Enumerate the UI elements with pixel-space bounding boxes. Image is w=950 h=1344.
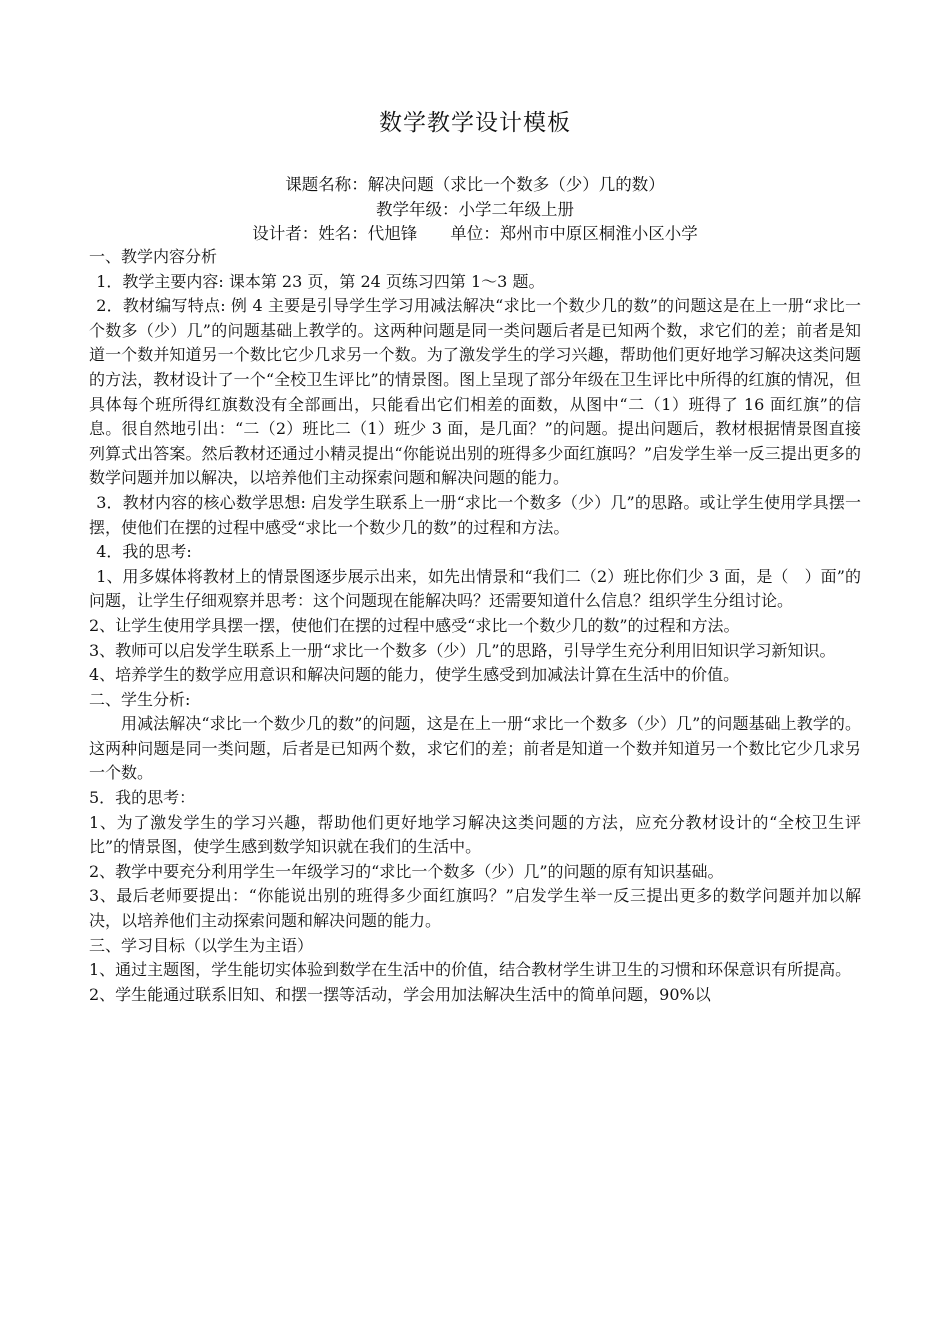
course-name: 课题名称：解决问题（求比一个数多（少）几的数） [285,175,665,194]
paragraph: 2．教材编写特点: 例 4 主要是引导学生学习用减法解决“求比一个数少几的数”的问题这是在上一册“求比一个数多（少）几”的问题基础上教学的。这两种问题是同一类问题后者是已知两个数，求它们的差；前者是知道一个数并知道另一个数比它少几求另一个数。为了激发学生的学习兴趣，帮助他们更好地学习解决这类问题的方法，教材设计了一个“全校卫生评比”的情景图。图上呈现了部分年级在卫生评比中所得的红旗的情况，但具体每个班所得红旗数没有全部画出，只能看出它们相差的面数，从图中“二（1）班得了 16 面红旗”的信息。很自然地引出：“二（2）班比二（1）班少 3 面，是几面？”的问题。提出问题后，教材根据情景图直接列算式出答案。然后教材还通过小精灵提出“你能说出别的班得多少面红旗吗？”启发学生举一反三提出更多的数学问题并加以解决，以培养他们主动探索问题和解决问题的能力。 [89,296,861,488]
paragraph: 2、学生能通过联系旧知、和摆一摆等活动，学会用加法解决生活中的简单问题，90%以 [89,984,711,1004]
paragraph: 1、通过主题图，学生能切实体验到数学在生活中的价值，结合教材学生讲卫生的习惯和环保意识有所提高。 [89,960,852,980]
paragraph: 3、最后老师要提出：“你能说出别的班得多少面红旗吗？”启发学生举一反三提出更多的数学问题并加以解决，以培养他们主动探索问题和解决问题的能力。 [89,886,861,931]
paragraph: 1、为了激发学生的学习兴趣，帮助他们更好地学习解决这类问题的方法，应充分教材设计的“全校卫生评比”的情景图，使学生感到数学知识就在我们的生活中。 [89,812,861,857]
paragraph: 三、学习目标（以学生为主语） [89,935,314,955]
document-title: 数学教学设计模板 [379,110,571,136]
paragraph: 1、用多媒体将教材上的情景图逐步展示出来，如先出情景和“我们二（2）班比你们少 3 面，是（ ）面”的问题，让学生仔细观察并思考：这个问题现在能解决吗？还需要知道什么信息？组织学生分组讨论。 [89,566,861,611]
paragraph: 2、让学生使用学具摆一摆，使他们在摆的过程中感受“求比一个数少几的数”的过程和方法。 [89,615,740,635]
document-body [89,245,861,1007]
paragraph: 5．我的思考： [89,788,196,808]
paragraph: 3、教师可以启发学生联系上一册“求比一个数多（少）几”的思路，引导学生充分利用旧知识学习新知识。 [89,640,836,660]
paragraph: 二、学生分析: [89,689,191,709]
paragraph: 一、教学内容分析 [89,247,218,266]
teaching-grade: 教学年级：小学二年级上册 [376,200,574,219]
paragraph: 用减法解决“求比一个数少几的数”的问题，这是在上一册“求比一个数多（少）几”的问题基础上教学的。这两种问题是同一类问题，后者是已知两个数，求它们的差；前者是知道一个数并知道另一个数比它少几求另一个数。 [89,714,861,783]
paragraph: 4、培养学生的数学应用意识和解决问题的能力，使学生感受到加减法计算在生活中的价值。 [89,665,740,685]
paragraph: 3．教材内容的核心数学思想: 启发学生联系上一册“求比一个数多（少）几”的思路。或让学生使用学具摆一摆，使他们在摆的过程中感受“求比一个数少几的数”的过程和方法。 [89,492,861,537]
paragraph: 4．我的思考: [96,542,192,562]
designer-info: 设计者：姓名：代旭锋 单位：郑州市中原区桐淮小区小学 [252,224,698,243]
paragraph: 1．教学主要内容: 课本第 23 页，第 24 页练习四第 1～3 题。 [96,271,545,291]
paragraph: 2、教学中要充分利用学生一年级学习的“求比一个数多（少）几”的问题的原有知识基础。 [89,861,724,881]
